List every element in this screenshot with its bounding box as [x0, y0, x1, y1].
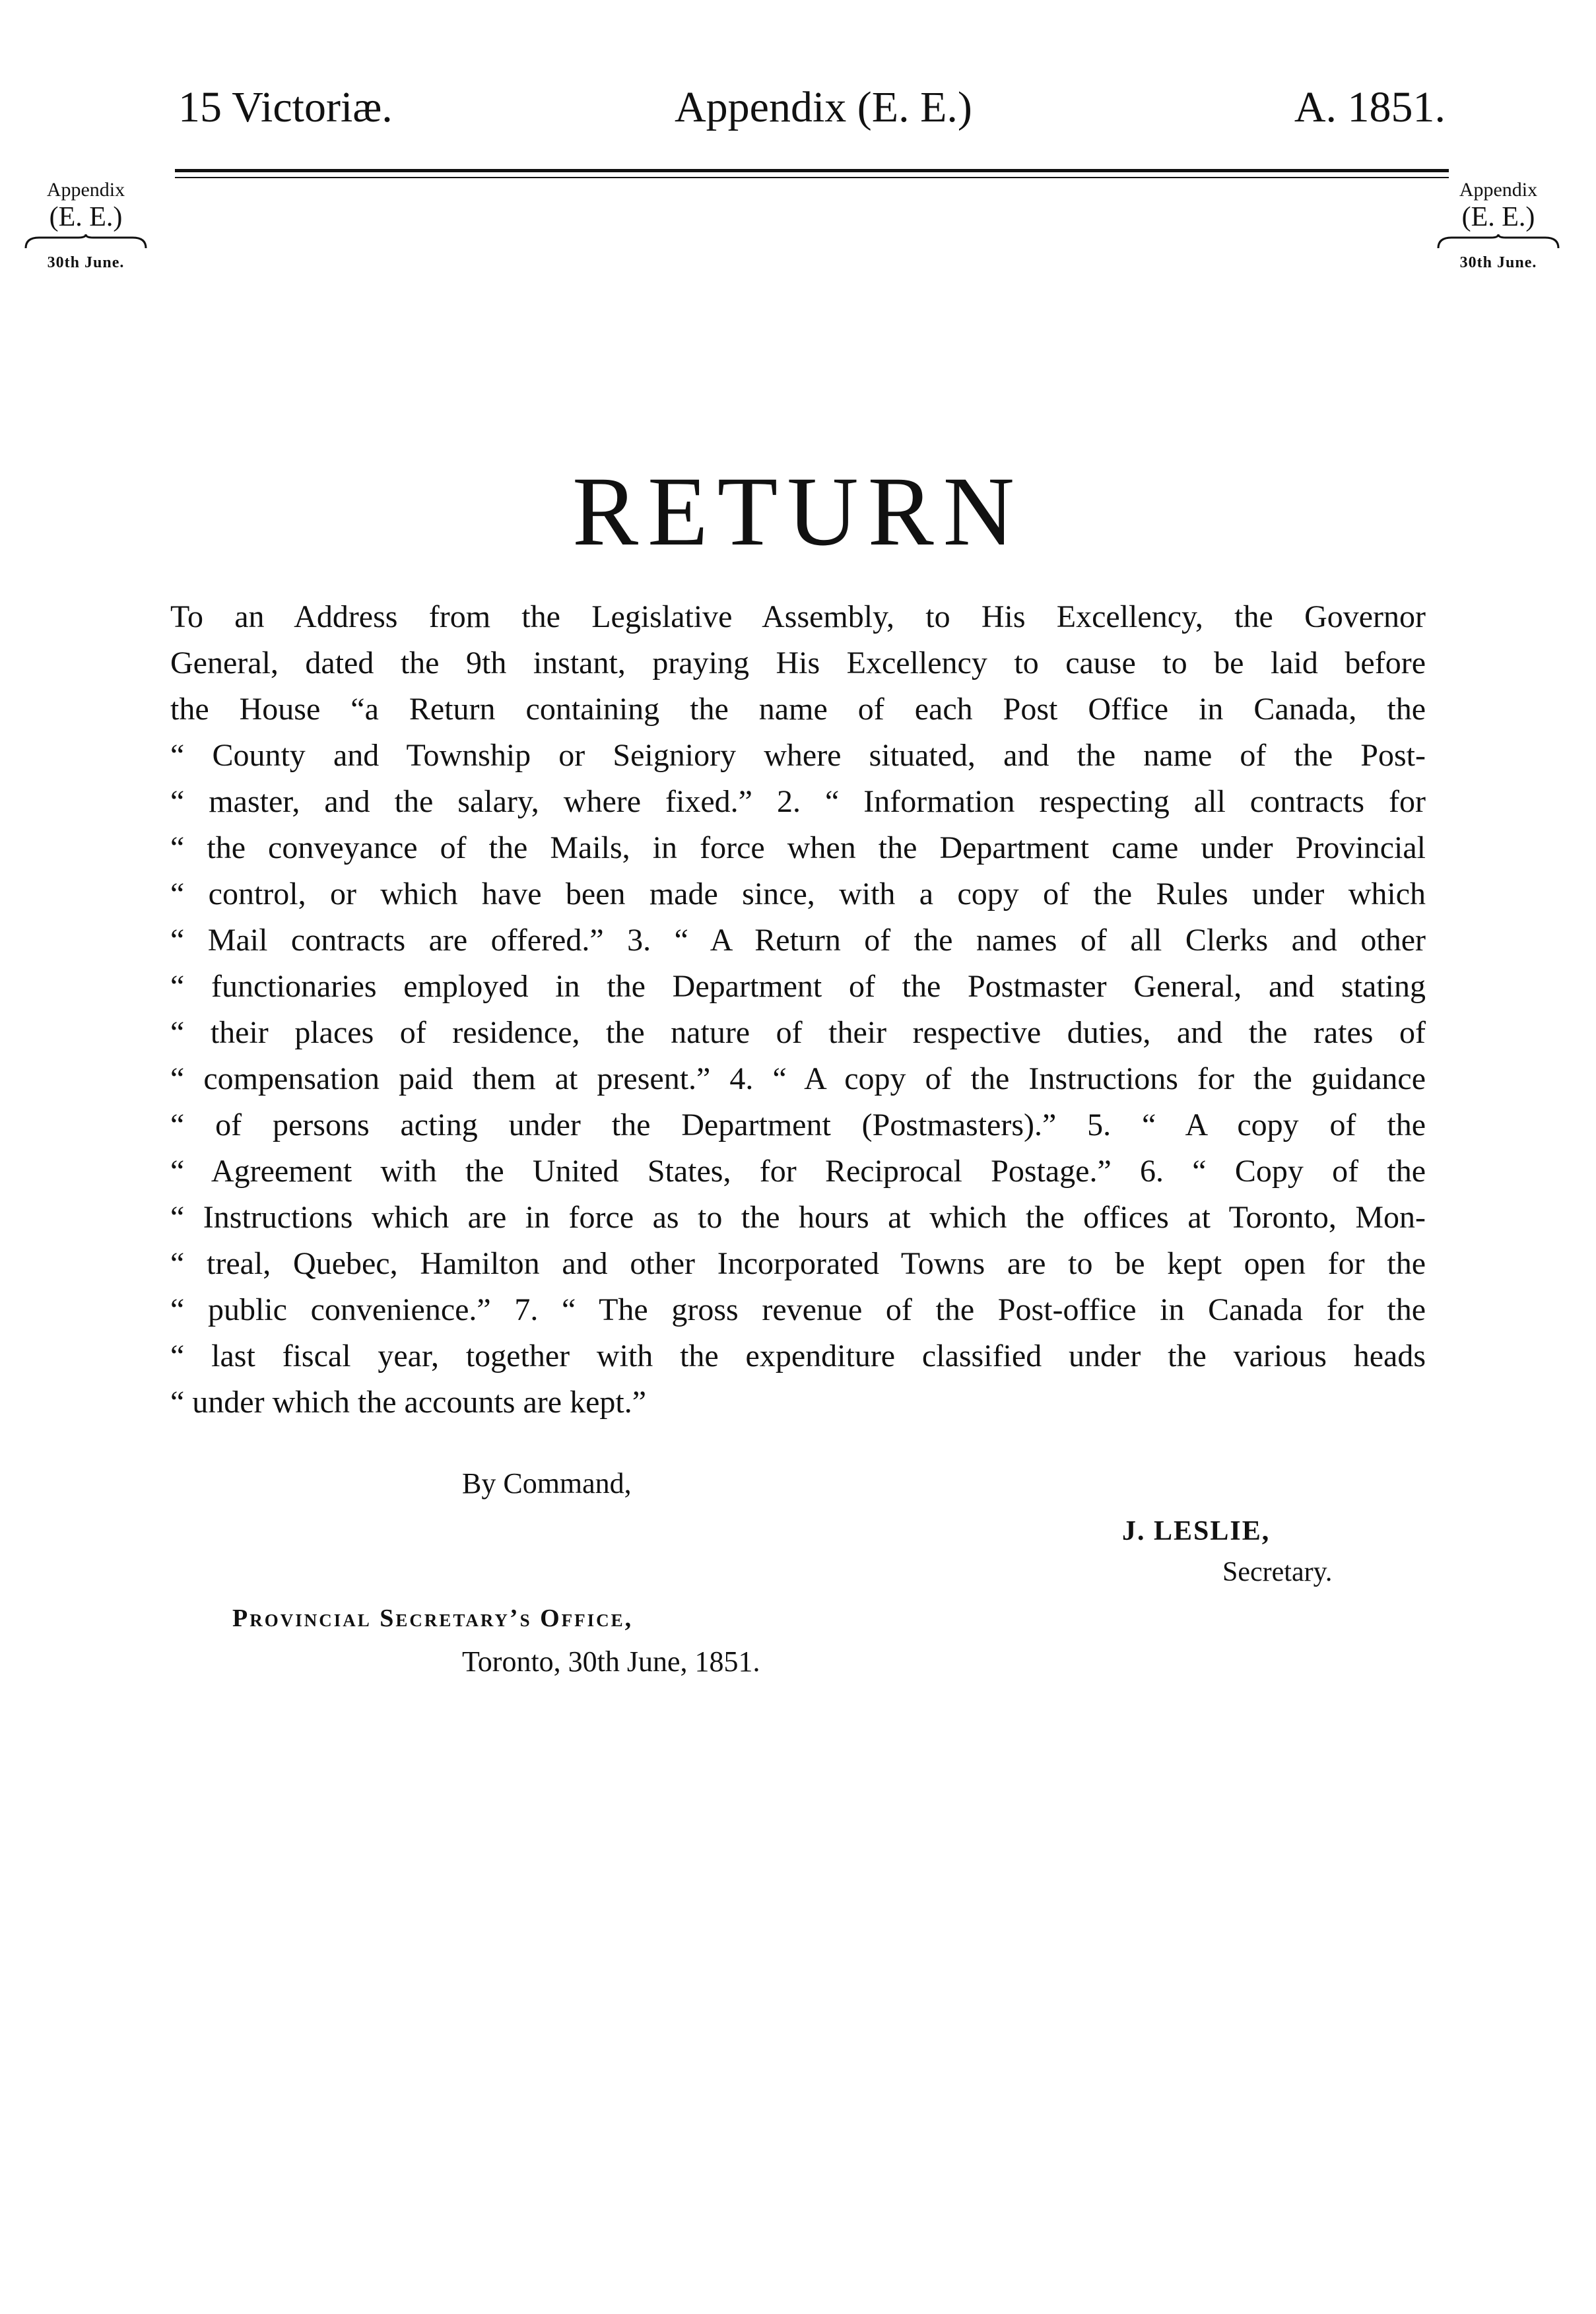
body-line: the House “a Return containing the name of each Post Office in Canada, the — [170, 692, 1426, 727]
closing-phrase: By Command, — [462, 1467, 632, 1500]
sidenote-left-label: Appendix — [46, 179, 125, 201]
body-line: “ functionaries employed in the Department of the Postmaster General, and stating — [170, 969, 1426, 1004]
body-line: “ control, or which have been made since, with a copy of the Rules under which — [170, 876, 1426, 911]
body-line: “ under which the accounts are kept.” — [170, 1385, 647, 1420]
sidenote-right-date: 30th June. — [1459, 254, 1537, 271]
place-date: Toronto, 30th June, 1851. — [462, 1645, 760, 1678]
body-line: “ master, and the salary, where fixed.” 2. “ Information respecting all contracts for — [170, 784, 1426, 819]
body-line: “ last fiscal year, together with the expenditure classified under the various heads — [170, 1339, 1426, 1373]
body-line: General, dated the 9th instant, praying His Excellency to cause to be laid before — [170, 645, 1426, 680]
sidenote-left — [20, 178, 152, 275]
sidenote-right-brace — [1436, 234, 1561, 249]
body-line: “ of persons acting under the Department (Postmasters).” 5. “ A copy of the — [170, 1107, 1426, 1142]
header-rule-thick — [175, 169, 1449, 172]
body-line: “ treal, Quebec, Hamilton and other Incorporated Towns are to be kept open for the — [170, 1246, 1426, 1281]
body-line: “ Agreement with the United States, for Reciprocal Postage.” 6. “ Copy of the — [170, 1154, 1426, 1189]
document-title: RETURN — [572, 457, 1024, 566]
signature-title: Secretary. — [1222, 1557, 1333, 1587]
body-line: “ the conveyance of the Mails, in force when the Department came under Provincial — [170, 830, 1426, 865]
body-line: “ compensation paid them at present.” 4. “ A copy of the Instructions for the guidance — [170, 1061, 1426, 1096]
running-head-left: 15 Victoriæ. — [178, 83, 393, 131]
sidenote-right — [1432, 178, 1564, 275]
running-head-right: A. 1851. — [1294, 83, 1446, 131]
office-name: Provincial Secretary’s Office, — [232, 1604, 634, 1632]
running-head — [178, 78, 1446, 137]
sidenote-right-ref: (E. E.) — [1461, 202, 1535, 232]
signature-name: J. LESLIE, — [1122, 1516, 1271, 1546]
body-line: “ County and Township or Seigniory where situated, and the name of the Post- — [170, 738, 1426, 773]
header-rule-thin — [175, 177, 1449, 178]
body-line: “ Instructions which are in force as to the hours at which the offices at Toronto, Mon- — [170, 1200, 1426, 1235]
sidenote-right-label: Appendix — [1459, 179, 1538, 201]
body-line: “ Mail contracts are offered.” 3. “ A Return of the names of all Clerks and other — [170, 923, 1426, 958]
document-body — [170, 594, 1426, 1426]
sidenote-left-date: 30th June. — [47, 254, 125, 271]
sidenote-left-brace — [23, 234, 149, 249]
sidenote-left-ref: (E. E.) — [49, 202, 123, 232]
body-line: “ their places of residence, the nature of their respective duties, and the rates of — [170, 1015, 1426, 1050]
running-head-center: Appendix (E. E.) — [675, 83, 972, 131]
body-line: To an Address from the Legislative Assembly, to His Excellency, the Governor — [170, 599, 1426, 634]
body-line: “ public convenience.” 7. “ The gross revenue of the Post-office in Canada for the — [170, 1292, 1426, 1327]
